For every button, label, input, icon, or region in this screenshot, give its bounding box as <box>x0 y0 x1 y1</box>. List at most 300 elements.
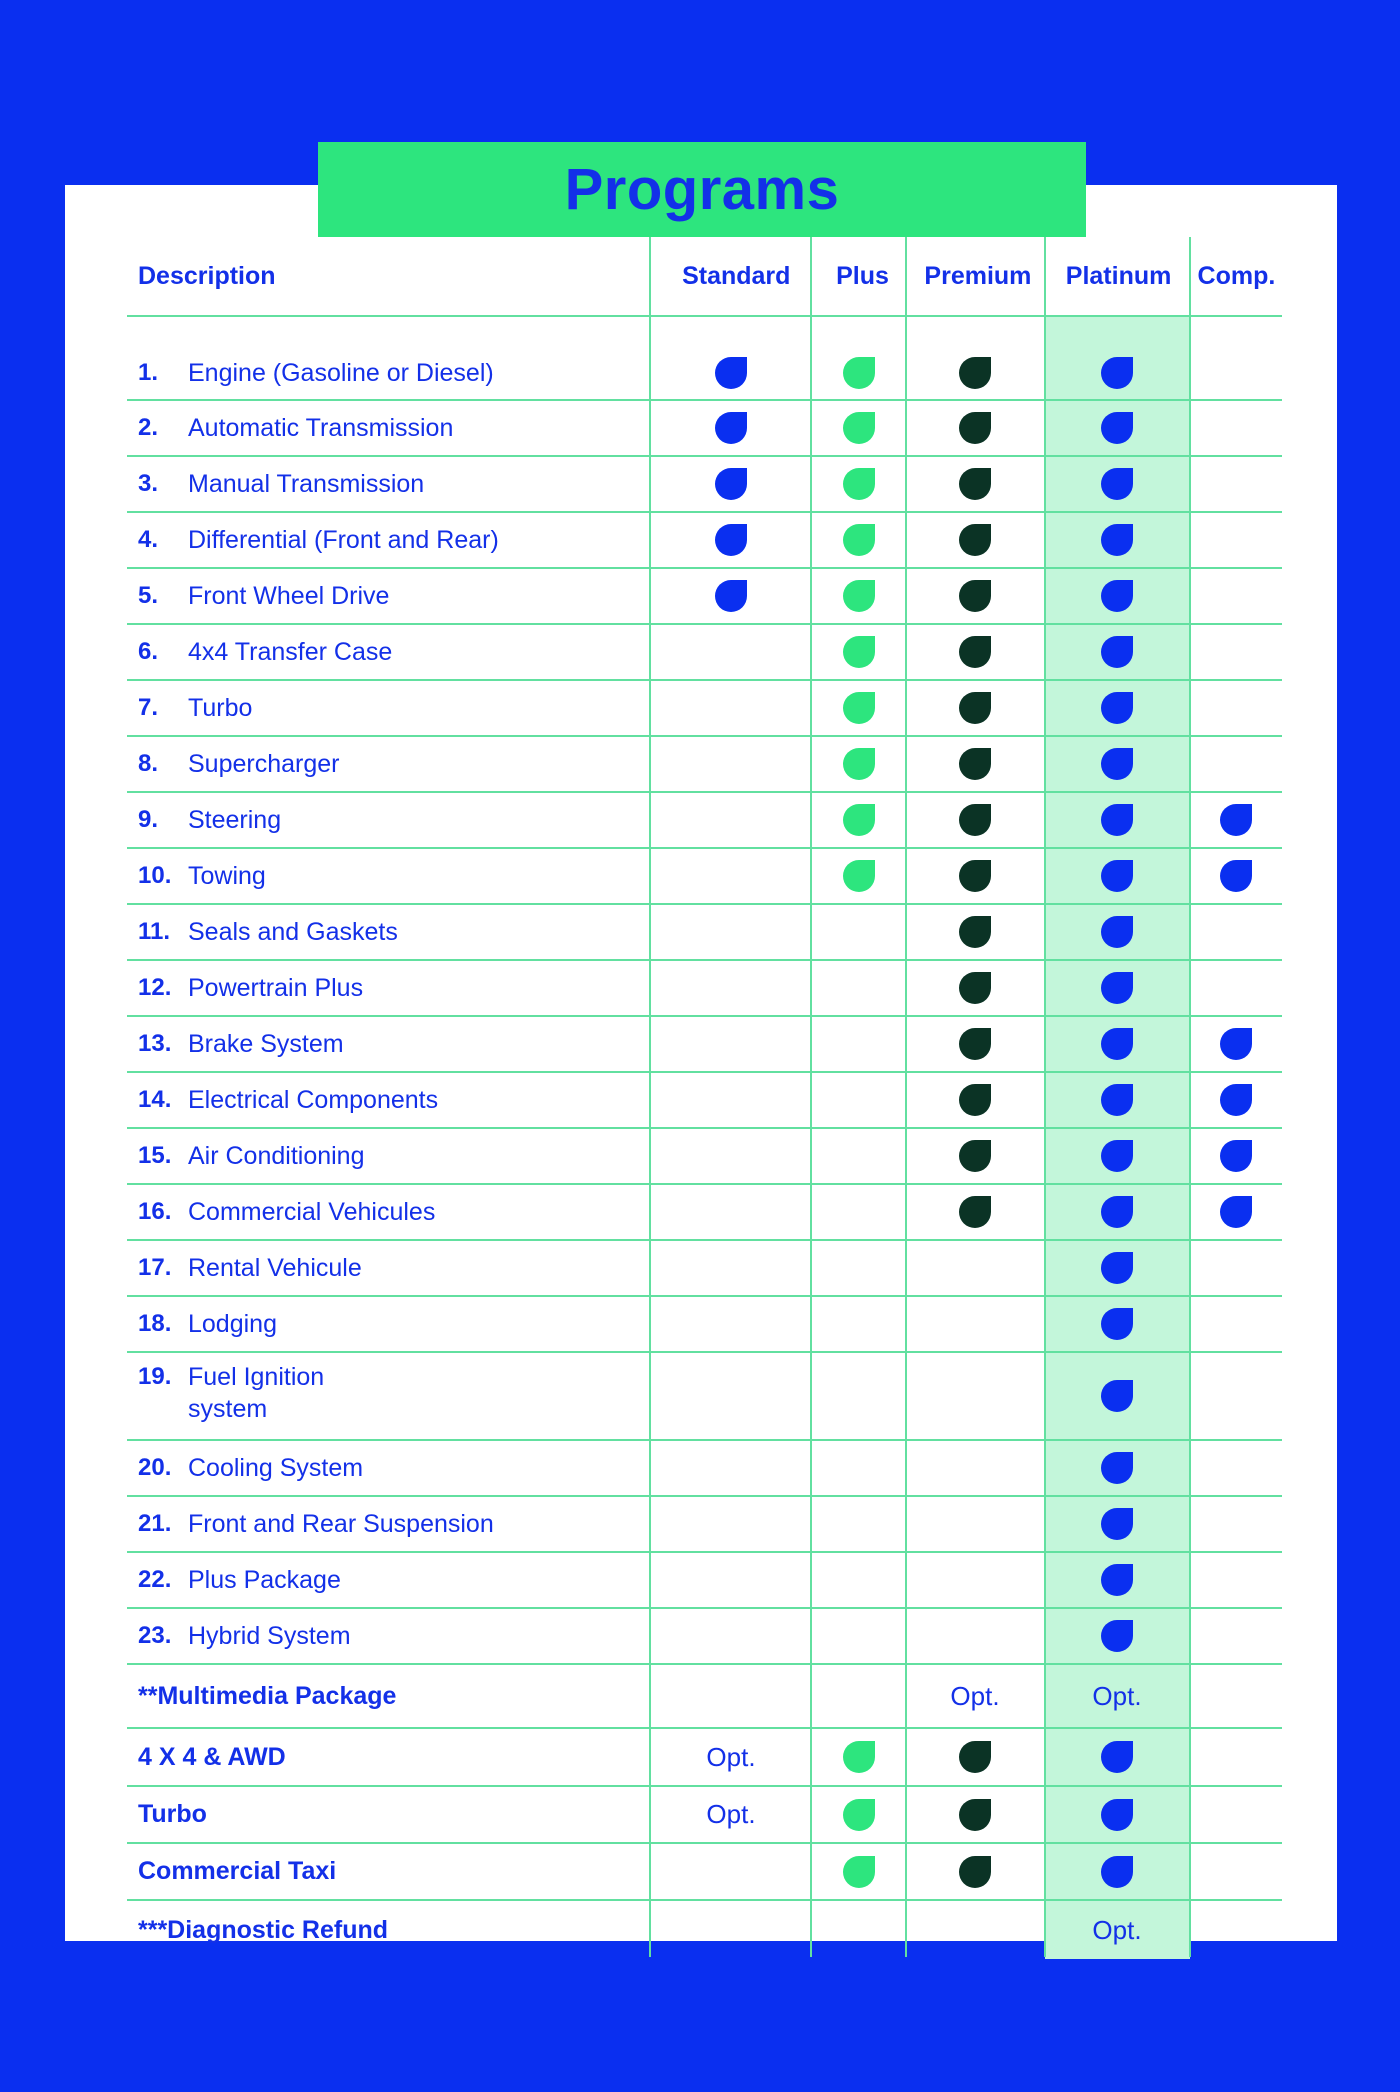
cell-platinum <box>1044 1297 1190 1351</box>
cell-premium <box>906 1609 1044 1663</box>
row-label: Engine (Gasoline or Diesel) <box>188 359 494 387</box>
coverage-marker-icon <box>959 1799 991 1831</box>
header-plus: Plus <box>836 261 889 290</box>
coverage-marker-icon <box>1101 1508 1133 1540</box>
row-description <box>127 1901 651 1959</box>
cell-premium <box>906 1073 1044 1127</box>
row-label: Front and Rear Suspension <box>188 1510 494 1538</box>
table-row <box>127 1129 1282 1185</box>
cell-platinum <box>1044 681 1190 735</box>
row-number: 19. <box>138 1363 172 1390</box>
coverage-marker-icon <box>1101 468 1133 500</box>
cell-comp <box>1190 1017 1282 1071</box>
header-premium: Premium <box>924 261 1032 290</box>
cell-plus <box>811 905 906 959</box>
cell-plus <box>811 1609 906 1663</box>
cell-platinum <box>1044 1073 1190 1127</box>
row-number: 14. <box>138 1086 172 1113</box>
cell-standard <box>651 317 811 399</box>
cell-premium <box>906 1353 1044 1439</box>
cell-comp <box>1190 1241 1282 1295</box>
cell-premium <box>906 1441 1044 1495</box>
row-description <box>127 317 651 399</box>
coverage-marker-icon <box>1220 804 1252 836</box>
coverage-marker-icon <box>1101 1741 1133 1773</box>
coverage-marker-icon <box>715 412 747 444</box>
table-row <box>127 513 1282 569</box>
cell-platinum <box>1044 1729 1190 1785</box>
row-label: Front Wheel Drive <box>188 582 390 610</box>
coverage-marker-icon <box>843 804 875 836</box>
row-number: 16. <box>138 1198 172 1225</box>
cell-platinum <box>1044 793 1190 847</box>
cell-comp <box>1190 1073 1282 1127</box>
table-row <box>127 793 1282 849</box>
row-number: 10. <box>138 862 172 889</box>
row-number: 22. <box>138 1566 172 1593</box>
coverage-marker-icon <box>1101 1084 1133 1116</box>
table-row <box>127 1787 1282 1844</box>
cell-plus <box>811 1497 906 1551</box>
cell-comp <box>1190 1497 1282 1551</box>
coverage-marker-icon <box>1101 580 1133 612</box>
coverage-marker-icon <box>843 524 875 556</box>
coverage-marker-icon <box>959 1196 991 1228</box>
cell-standard <box>651 1844 811 1899</box>
row-number: 20. <box>138 1454 172 1481</box>
cell-comp <box>1190 1353 1282 1439</box>
coverage-marker-icon <box>715 357 747 389</box>
cell-platinum <box>1044 569 1190 623</box>
row-description <box>127 1073 651 1127</box>
coverage-marker-icon <box>959 1140 991 1172</box>
coverage-marker-icon <box>959 357 991 389</box>
cell-standard <box>651 793 811 847</box>
cell-premium <box>906 737 1044 791</box>
row-number: 1. <box>138 359 159 386</box>
cell-comp <box>1190 1844 1282 1899</box>
coverage-marker-icon <box>959 468 991 500</box>
coverage-marker-icon <box>959 860 991 892</box>
header-comp: Comp. <box>1197 261 1276 290</box>
row-description <box>127 681 651 735</box>
cell-plus <box>811 625 906 679</box>
cell-comp <box>1190 1665 1282 1727</box>
cell-standard <box>651 1609 811 1663</box>
table-row <box>127 1553 1282 1609</box>
cell-plus <box>811 1353 906 1439</box>
coverage-marker-icon <box>843 860 875 892</box>
cell-comp <box>1190 401 1282 455</box>
cell-premium <box>906 905 1044 959</box>
cell-comp <box>1190 1441 1282 1495</box>
cell-premium <box>906 457 1044 511</box>
row-description <box>127 569 651 623</box>
coverage-marker-icon <box>843 1856 875 1888</box>
table-row <box>127 1297 1282 1353</box>
row-label: Turbo <box>138 1800 207 1828</box>
row-label: Electrical Components <box>188 1086 439 1114</box>
cell-plus <box>811 1073 906 1127</box>
coverage-marker-icon <box>1220 1140 1252 1172</box>
optional-label: Opt. <box>706 1741 756 1772</box>
coverage-marker-icon <box>843 580 875 612</box>
row-label: Supercharger <box>188 750 340 778</box>
cell-comp <box>1190 1129 1282 1183</box>
cell-standard <box>651 1553 811 1607</box>
cell-plus <box>811 1017 906 1071</box>
table-row <box>127 625 1282 681</box>
row-number: 17. <box>138 1254 172 1281</box>
cell-plus <box>811 513 906 567</box>
row-description <box>127 1844 651 1899</box>
row-label: Steering <box>188 806 282 834</box>
cell-plus <box>811 961 906 1015</box>
table-row <box>127 457 1282 513</box>
cell-premium <box>906 849 1044 903</box>
cell-plus <box>811 1185 906 1239</box>
row-description <box>127 1787 651 1842</box>
coverage-marker-icon <box>1220 860 1252 892</box>
column-divider <box>905 237 907 1957</box>
coverage-marker-icon <box>1101 692 1133 724</box>
cell-standard <box>651 569 811 623</box>
coverage-marker-icon <box>1101 1620 1133 1652</box>
table-row <box>127 1729 1282 1787</box>
table-row <box>127 1441 1282 1497</box>
coverage-marker-icon <box>1101 357 1133 389</box>
coverage-marker-icon <box>843 636 875 668</box>
cell-standard <box>651 1729 811 1785</box>
coverage-marker-icon <box>1101 860 1133 892</box>
row-description <box>127 1241 651 1295</box>
cell-premium <box>906 1844 1044 1899</box>
row-description <box>127 1017 651 1071</box>
cell-standard <box>651 1353 811 1439</box>
coverage-marker-icon <box>843 412 875 444</box>
row-number: 21. <box>138 1510 172 1537</box>
cell-standard <box>651 849 811 903</box>
cell-standard <box>651 1017 811 1071</box>
cell-platinum <box>1044 961 1190 1015</box>
row-label: ***Diagnostic Refund <box>138 1915 389 1944</box>
row-description <box>127 1185 651 1239</box>
row-number: 7. <box>138 694 159 721</box>
coverage-marker-icon <box>715 468 747 500</box>
cell-comp <box>1190 1609 1282 1663</box>
coverage-marker-icon <box>959 412 991 444</box>
row-label: Cooling System <box>188 1454 364 1482</box>
cell-premium <box>906 1129 1044 1183</box>
coverage-marker-icon <box>959 748 991 780</box>
cell-comp <box>1190 1185 1282 1239</box>
coverage-marker-icon <box>1101 748 1133 780</box>
row-label: Manual Transmission <box>188 470 425 498</box>
table-row <box>127 569 1282 625</box>
row-description <box>127 625 651 679</box>
row-description <box>127 905 651 959</box>
cell-plus <box>811 317 906 399</box>
cell-premium <box>906 317 1044 399</box>
row-number: 23. <box>138 1622 172 1649</box>
header-platinum: Platinum <box>1065 261 1172 290</box>
coverage-marker-icon <box>1220 1196 1252 1228</box>
coverage-marker-icon <box>1101 1196 1133 1228</box>
cell-standard <box>651 1665 811 1727</box>
cell-platinum <box>1044 1185 1190 1239</box>
cell-platinum <box>1044 625 1190 679</box>
row-description <box>127 961 651 1015</box>
table-header <box>127 237 1282 317</box>
cell-standard <box>651 1901 811 1959</box>
cell-premium <box>906 1787 1044 1842</box>
table-body <box>127 317 1282 1959</box>
row-label: Turbo <box>188 694 253 722</box>
cell-platinum <box>1044 401 1190 455</box>
row-description <box>127 1497 651 1551</box>
table-row <box>127 1844 1282 1901</box>
coverage-marker-icon <box>959 524 991 556</box>
table-row <box>127 849 1282 905</box>
column-divider <box>810 237 812 1957</box>
cell-premium <box>906 1017 1044 1071</box>
table-row <box>127 1185 1282 1241</box>
row-description <box>127 457 651 511</box>
optional-label: Opt. <box>1092 1680 1142 1711</box>
cell-premium <box>906 961 1044 1015</box>
cell-standard <box>651 1185 811 1239</box>
cell-comp <box>1190 569 1282 623</box>
cell-comp <box>1190 737 1282 791</box>
coverage-marker-icon <box>1101 412 1133 444</box>
cell-comp <box>1190 1901 1282 1959</box>
optional-label: Opt. <box>706 1799 756 1829</box>
table-row <box>127 1353 1282 1441</box>
cell-plus <box>811 457 906 511</box>
coverage-marker-icon <box>843 692 875 724</box>
cell-plus <box>811 849 906 903</box>
coverage-marker-icon <box>959 692 991 724</box>
row-description <box>127 1297 651 1351</box>
row-description <box>127 793 651 847</box>
cell-standard <box>651 1129 811 1183</box>
coverage-marker-icon <box>959 804 991 836</box>
coverage-marker-icon <box>1101 1380 1133 1412</box>
coverage-marker-icon <box>1101 804 1133 836</box>
row-label: Commercial Vehicules <box>188 1198 436 1226</box>
cell-comp <box>1190 457 1282 511</box>
coverage-marker-icon <box>959 972 991 1004</box>
cell-plus <box>811 1553 906 1607</box>
cell-plus <box>811 737 906 791</box>
row-label: Rental Vehicule <box>188 1254 362 1282</box>
coverage-marker-icon <box>1101 524 1133 556</box>
cell-premium <box>906 1241 1044 1295</box>
cell-plus <box>811 1241 906 1295</box>
cell-standard <box>651 401 811 455</box>
table-row <box>127 317 1282 401</box>
coverage-marker-icon <box>843 748 875 780</box>
coverage-marker-icon <box>715 580 747 612</box>
cell-standard <box>651 681 811 735</box>
row-label: Brake System <box>188 1030 344 1058</box>
cell-platinum <box>1044 737 1190 791</box>
row-number: 3. <box>138 470 159 497</box>
header-standard: Standard <box>682 261 791 290</box>
coverage-marker-icon <box>1101 636 1133 668</box>
cell-premium <box>906 1665 1044 1727</box>
cell-platinum <box>1044 1901 1190 1959</box>
cell-platinum <box>1044 849 1190 903</box>
coverage-marker-icon <box>959 1856 991 1888</box>
coverage-marker-icon <box>1101 1452 1133 1484</box>
row-label: Seals and Gaskets <box>188 918 398 946</box>
cell-standard <box>651 1297 811 1351</box>
coverage-marker-icon <box>959 1741 991 1773</box>
row-description <box>127 1609 651 1663</box>
table-row <box>127 1609 1282 1665</box>
coverage-marker-icon <box>715 524 747 556</box>
row-number: 9. <box>138 806 159 833</box>
row-description <box>127 513 651 567</box>
cell-premium <box>906 513 1044 567</box>
cell-premium <box>906 1297 1044 1351</box>
optional-label: Opt. <box>1092 1914 1142 1945</box>
row-label: 4x4 Transfer Case <box>188 638 393 666</box>
cell-standard <box>651 1497 811 1551</box>
table-row <box>127 1073 1282 1129</box>
row-number: 15. <box>138 1142 172 1169</box>
coverage-marker-icon <box>843 357 875 389</box>
table-row <box>127 961 1282 1017</box>
cell-comp <box>1190 849 1282 903</box>
table-row <box>127 1241 1282 1297</box>
row-label: Plus Package <box>188 1566 341 1594</box>
cell-platinum <box>1044 1609 1190 1663</box>
cell-premium <box>906 793 1044 847</box>
cell-premium <box>906 1901 1044 1959</box>
cell-platinum <box>1044 1553 1190 1607</box>
page-title: Programs <box>318 142 1086 237</box>
cell-plus <box>811 1441 906 1495</box>
cell-platinum <box>1044 1017 1190 1071</box>
coverage-marker-icon <box>959 1028 991 1060</box>
cell-standard <box>651 737 811 791</box>
table-row <box>127 1497 1282 1553</box>
programs-table <box>127 237 1282 1959</box>
row-label: Powertrain Plus <box>188 974 364 1002</box>
cell-premium <box>906 1185 1044 1239</box>
cell-plus <box>811 1297 906 1351</box>
coverage-marker-icon <box>843 468 875 500</box>
row-description <box>127 401 651 455</box>
row-number: 13. <box>138 1030 172 1057</box>
coverage-marker-icon <box>1101 1856 1133 1888</box>
column-divider <box>649 237 651 1957</box>
cell-comp <box>1190 1729 1282 1785</box>
cell-comp <box>1190 317 1282 399</box>
cell-standard <box>651 625 811 679</box>
table-row <box>127 401 1282 457</box>
cell-comp <box>1190 961 1282 1015</box>
cell-plus <box>811 401 906 455</box>
table-row <box>127 1901 1282 1959</box>
row-number: 4. <box>138 526 159 553</box>
row-description <box>127 1441 651 1495</box>
row-number: 18. <box>138 1310 172 1337</box>
cell-standard <box>651 905 811 959</box>
table-row <box>127 1017 1282 1073</box>
cell-premium <box>906 1553 1044 1607</box>
cell-platinum <box>1044 513 1190 567</box>
row-description <box>127 1665 651 1727</box>
cell-comp <box>1190 625 1282 679</box>
cell-plus <box>811 1665 906 1727</box>
row-label: Hybrid System <box>188 1622 351 1650</box>
coverage-marker-icon <box>959 580 991 612</box>
table-row <box>127 1665 1282 1729</box>
cell-standard <box>651 1073 811 1127</box>
row-number: 6. <box>138 638 159 665</box>
coverage-marker-icon <box>1101 1028 1133 1060</box>
coverage-marker-icon <box>1101 1564 1133 1596</box>
cell-comp <box>1190 1787 1282 1842</box>
cell-standard <box>651 457 811 511</box>
cell-comp <box>1190 1297 1282 1351</box>
cell-comp <box>1190 905 1282 959</box>
cell-platinum <box>1044 905 1190 959</box>
header-description: Description <box>138 261 276 290</box>
row-number: 12. <box>138 974 172 1001</box>
row-description <box>127 1553 651 1607</box>
column-divider <box>1044 237 1046 1957</box>
coverage-marker-icon <box>1101 1252 1133 1284</box>
row-number: 5. <box>138 582 159 609</box>
cell-plus <box>811 681 906 735</box>
table-row <box>127 905 1282 961</box>
cell-platinum <box>1044 1787 1190 1842</box>
row-number: 11. <box>138 918 171 945</box>
cell-standard <box>651 1241 811 1295</box>
row-label-continued: system <box>188 1395 268 1423</box>
row-label: Fuel Ignition <box>188 1363 325 1391</box>
cell-platinum <box>1044 1441 1190 1495</box>
cell-premium <box>906 625 1044 679</box>
optional-label: Opt. <box>950 1680 1000 1711</box>
row-label: Lodging <box>188 1310 277 1338</box>
row-label: Air Conditioning <box>188 1142 365 1170</box>
coverage-marker-icon <box>1101 1140 1133 1172</box>
cell-platinum <box>1044 1129 1190 1183</box>
coverage-marker-icon <box>1101 916 1133 948</box>
row-label: 4 X 4 & AWD <box>138 1742 286 1771</box>
cell-premium <box>906 1729 1044 1785</box>
row-description <box>127 1353 651 1439</box>
row-description <box>127 849 651 903</box>
cell-plus <box>811 1901 906 1959</box>
row-label: Automatic Transmission <box>188 414 454 442</box>
cell-comp <box>1190 513 1282 567</box>
cell-plus <box>811 569 906 623</box>
cell-plus <box>811 1729 906 1785</box>
coverage-marker-icon <box>843 1799 875 1831</box>
row-number: 8. <box>138 750 159 777</box>
table-row <box>127 737 1282 793</box>
row-number: 2. <box>138 414 159 441</box>
row-label: Differential (Front and Rear) <box>188 526 499 554</box>
cell-platinum <box>1044 1844 1190 1899</box>
row-description <box>127 1129 651 1183</box>
